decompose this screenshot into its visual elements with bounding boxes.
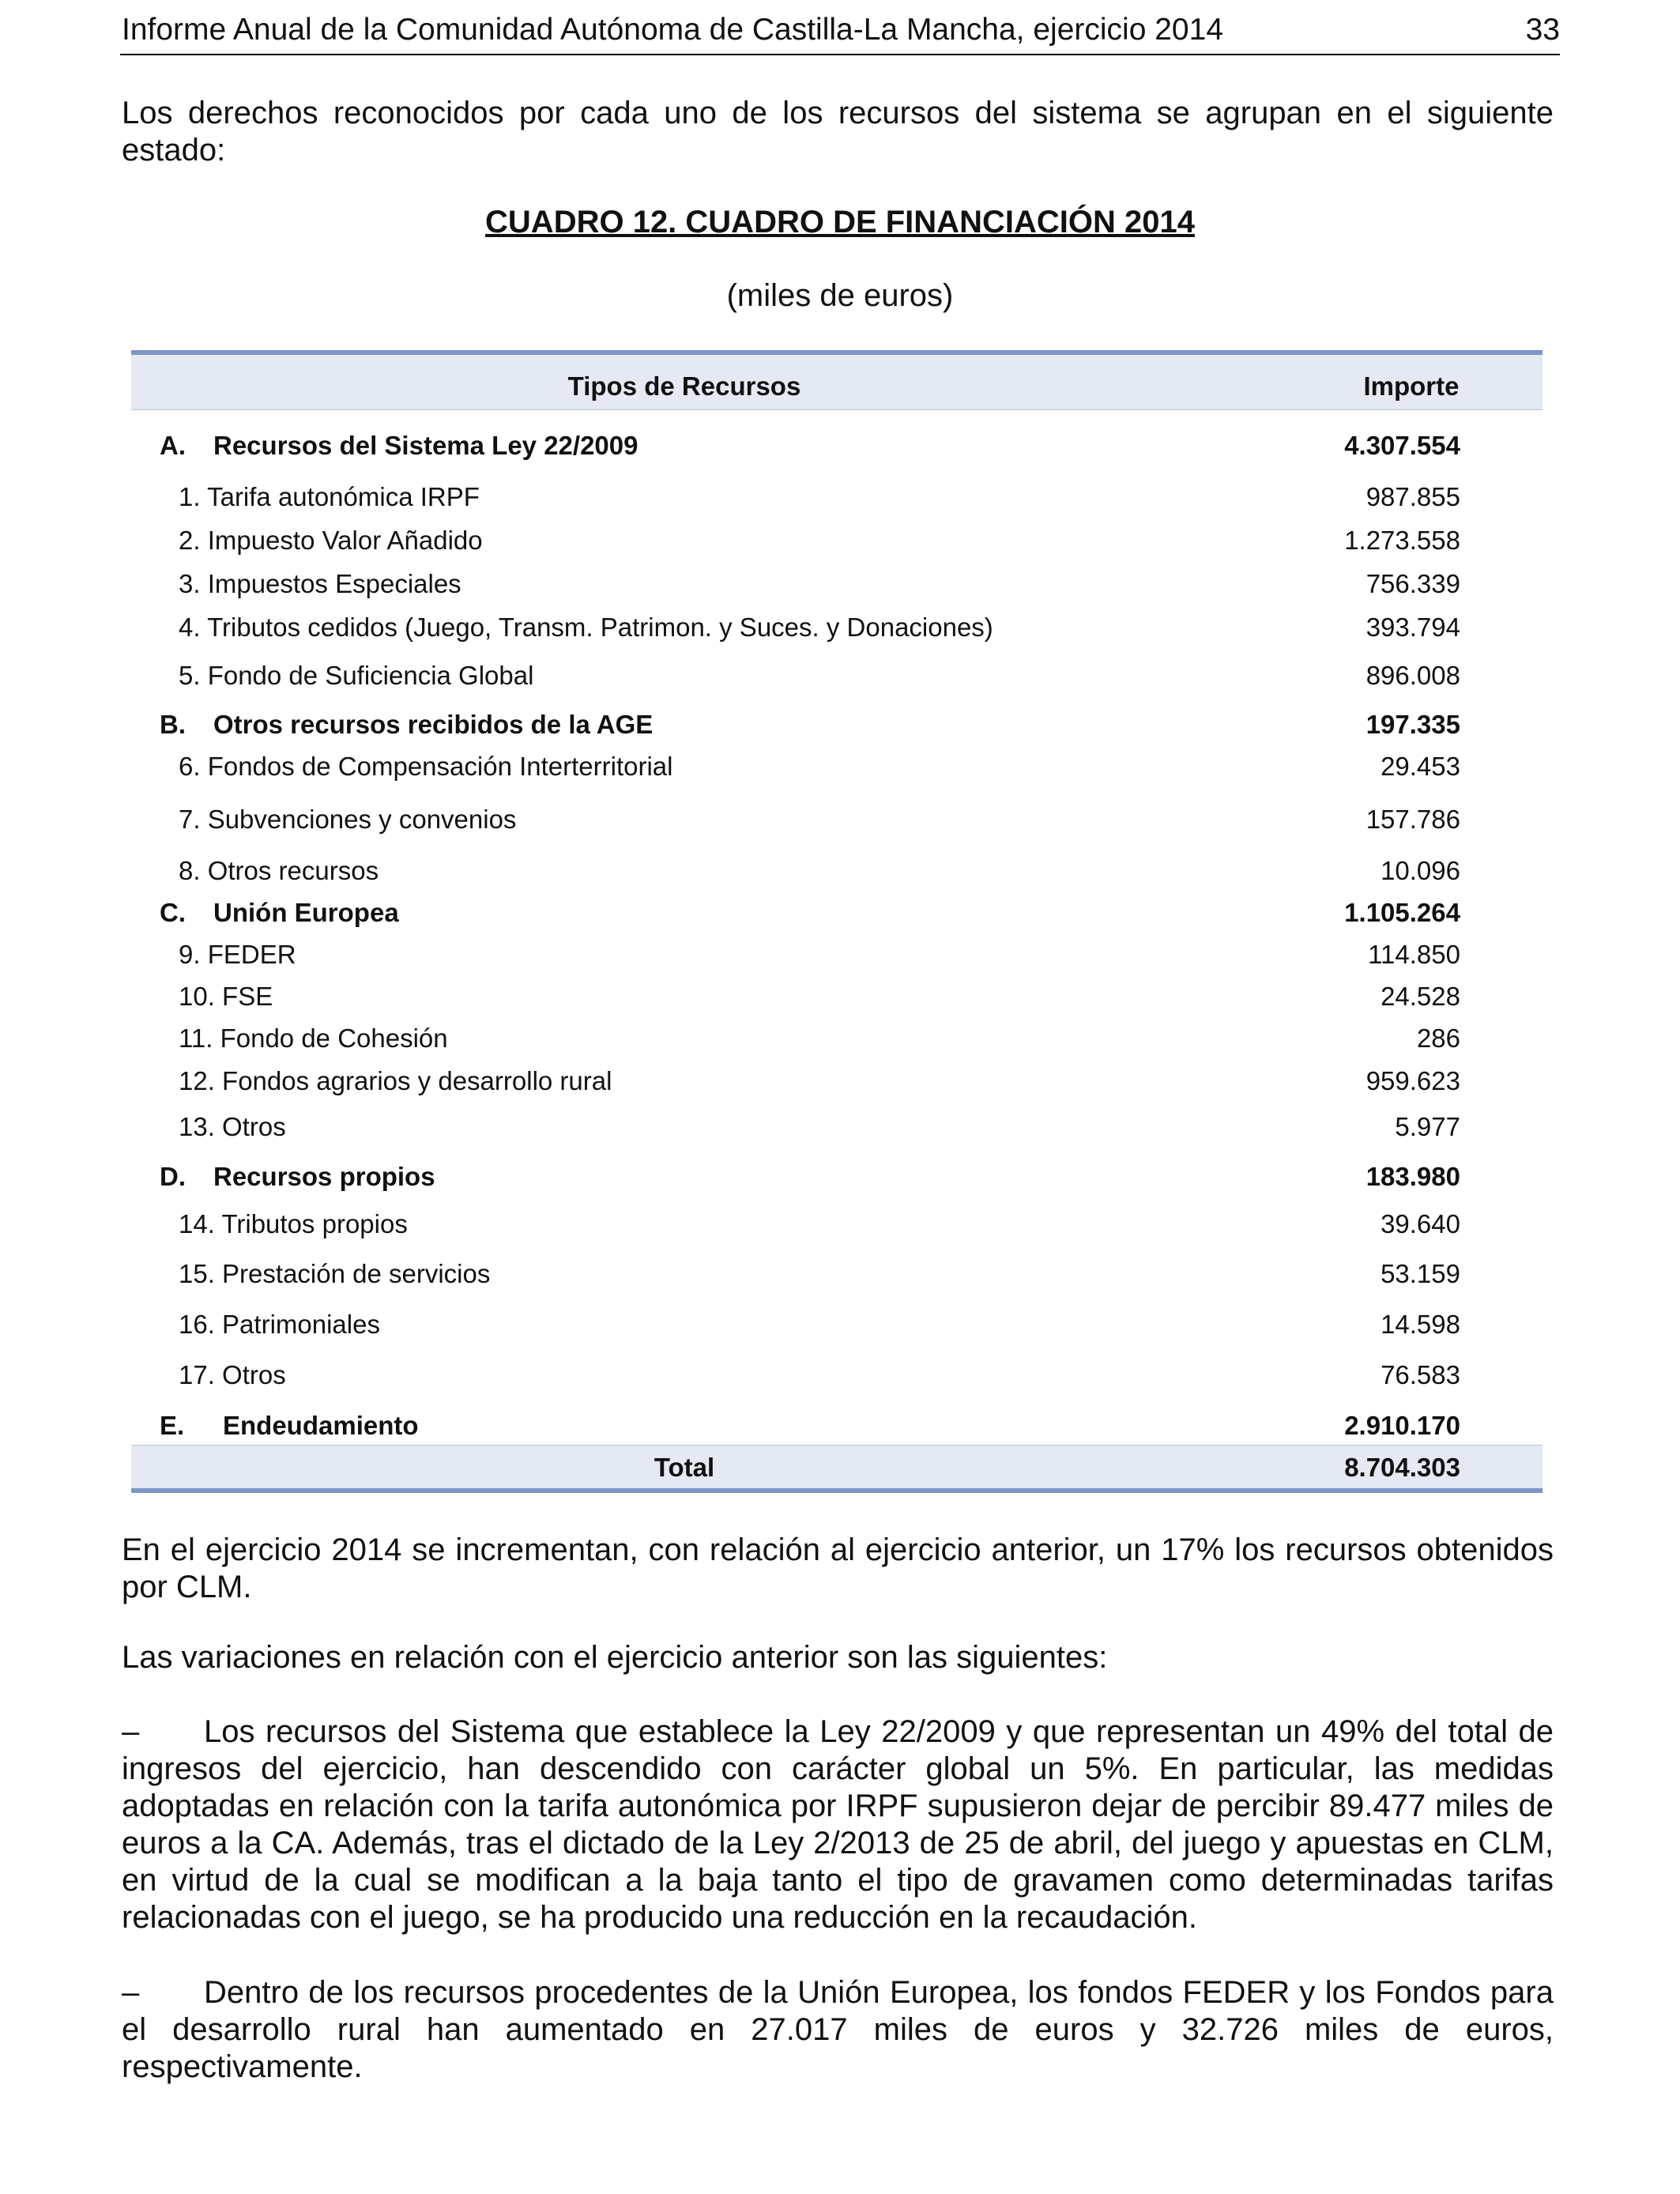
row-value: 24.528 (1381, 982, 1460, 1011)
row-value: 14.598 (1381, 1310, 1460, 1339)
row-value: 2.910.170 (1344, 1411, 1460, 1440)
paragraph-variations: Las variaciones en relación con el ejercicio anterior son las siguientes: (122, 1640, 1108, 1675)
header-title: Informe Anual de la Comunidad Autónoma de Castilla-La Mancha, ejercicio 2014 (122, 13, 1224, 47)
table-title: CUADRO 12. CUADRO DE FINANCIACIÓN 2014 (485, 205, 1195, 239)
table-row (131, 751, 1543, 782)
table-subtitle: (miles de euros) (726, 278, 954, 313)
table-row (131, 481, 1543, 513)
row-value: 896.008 (1365, 661, 1460, 690)
bullet-text: Dentro de los recursos procedentes de la Unión Europea, los fondos FEDER y los Fondos para el desarrollo rural han aumentado en 27.017 miles de euros y 32.726 miles de euros, respectivamente. (122, 1975, 1554, 2084)
row-label: 2. Impuesto Valor Añadido (179, 526, 483, 555)
table-header-row (131, 350, 1543, 410)
table-row (131, 612, 1543, 643)
bullet-text: Los recursos del Sistema que establece la Ley 22/2009 y que representan un 49% del total de ingresos del ejercicio, han descendido con carácter global un 5%. En particular, las medidas adoptadas en relación con la tarifa autonómica por IRPF supusieron dejar de percibir 89.477 miles de euros a la CA. Además, tras el dictado de la Ley 2/2013 de 25 de abril, del juego y apuestas en CLM, en virtud de la cual se modifican a la baja tanto el tipo de gravamen como determinadas tarifas relacionadas con el juego, se ha producido una reducción en la recaudación. (122, 1714, 1554, 1935)
row-value: 1.273.558 (1344, 526, 1460, 555)
table-row (131, 981, 1543, 1012)
table-row (131, 1208, 1543, 1240)
category-code: B. (160, 710, 186, 739)
row-value: 5.977 (1395, 1112, 1460, 1141)
row-label: 17. Otros (179, 1360, 286, 1389)
table-row-category (131, 430, 1543, 462)
row-value: 393.794 (1365, 613, 1460, 642)
category-code: D. (160, 1162, 186, 1191)
row-label: 1. Tarifa autonómica IRPF (179, 482, 480, 511)
table-row (131, 1111, 1543, 1143)
row-value: 10.096 (1381, 856, 1460, 885)
table-row (131, 1359, 1543, 1391)
column-header-type: Tipos de Recursos (567, 371, 801, 401)
table-row (131, 660, 1543, 692)
table-row (131, 939, 1543, 971)
row-label: 3. Impuestos Especiales (179, 569, 461, 598)
row-label: 5. Fondo de Suficiencia Global (179, 661, 534, 690)
table-row (131, 1065, 1543, 1097)
row-value: 183.980 (1365, 1162, 1460, 1191)
page-number: 33 (1525, 13, 1560, 47)
row-label: 10. FSE (179, 982, 273, 1011)
row-value: 39.640 (1381, 1209, 1460, 1238)
row-value: 76.583 (1381, 1360, 1460, 1389)
table-row (131, 568, 1543, 600)
column-header-amount: Importe (1363, 371, 1460, 401)
row-label: Recursos propios (213, 1162, 435, 1191)
financing-table (131, 350, 1543, 1482)
table-row-category (131, 1410, 1543, 1442)
row-value: 756.339 (1365, 569, 1460, 598)
row-value: 987.855 (1365, 482, 1460, 511)
row-label: 11. Fondo de Cohesión (179, 1023, 448, 1053)
row-label: 12. Fondos agrarios y desarrollo rural (179, 1066, 612, 1095)
table-row (131, 1309, 1543, 1340)
row-label: 7. Subvenciones y convenios (179, 805, 517, 834)
row-label: 9. FEDER (179, 940, 296, 969)
table-row (131, 804, 1543, 835)
row-label: 14. Tributos propios (179, 1209, 408, 1238)
row-value: 53.159 (1381, 1259, 1460, 1288)
bullet-paragraph (122, 1713, 1554, 1936)
bullet-paragraph (122, 1974, 1554, 2086)
row-value: 29.453 (1381, 752, 1460, 781)
row-value: 959.623 (1365, 1066, 1460, 1095)
table-row-category (131, 709, 1543, 741)
total-value: 8.704.303 (1344, 1453, 1460, 1482)
row-label: Recursos del Sistema Ley 22/2009 (213, 431, 638, 460)
intro-paragraph: Los derechos reconocidos por cada uno de los recursos del sistema se agrupan en el siguiente estado: (122, 96, 1554, 168)
table-row (131, 525, 1543, 556)
table-row (131, 855, 1543, 887)
row-label: 6. Fondos de Compensación Interterritorial (179, 752, 673, 781)
running-header (120, 11, 1560, 55)
total-label: Total (654, 1453, 715, 1482)
row-value: 197.335 (1365, 710, 1460, 739)
row-label: 8. Otros recursos (179, 856, 379, 885)
row-label: 13. Otros (179, 1112, 286, 1141)
row-value: 286 (1416, 1023, 1460, 1053)
table-row-category (131, 897, 1543, 929)
category-code: E. (160, 1411, 185, 1440)
row-label: Endeudamiento (223, 1411, 419, 1440)
row-label: 16. Patrimoniales (179, 1310, 380, 1339)
row-value: 157.786 (1365, 805, 1460, 834)
table-total-row (131, 1445, 1543, 1493)
category-code: A. (160, 431, 186, 460)
row-label: Unión Europea (213, 898, 399, 927)
row-value: 1.105.264 (1344, 898, 1460, 927)
row-label: 15. Prestación de servicios (179, 1259, 491, 1288)
bullet-dash: – (122, 1975, 140, 2010)
row-value: 114.850 (1368, 940, 1460, 969)
row-label: Otros recursos recibidos de la AGE (213, 710, 654, 739)
table-row (131, 1023, 1543, 1054)
table-row (131, 1258, 1543, 1290)
row-label: 4. Tributos cedidos (Juego, Transm. Patrimon. y Suces. y Donaciones) (179, 613, 993, 642)
paragraph-increase: En el ejercicio 2014 se incrementan, con relación al ejercicio anterior, un 17% los recursos obtenidos por CLM. (122, 1532, 1554, 1604)
category-code: C. (160, 898, 186, 927)
table-row-category (131, 1161, 1543, 1193)
bullet-dash: – (122, 1714, 140, 1749)
row-value: 4.307.554 (1344, 431, 1460, 460)
